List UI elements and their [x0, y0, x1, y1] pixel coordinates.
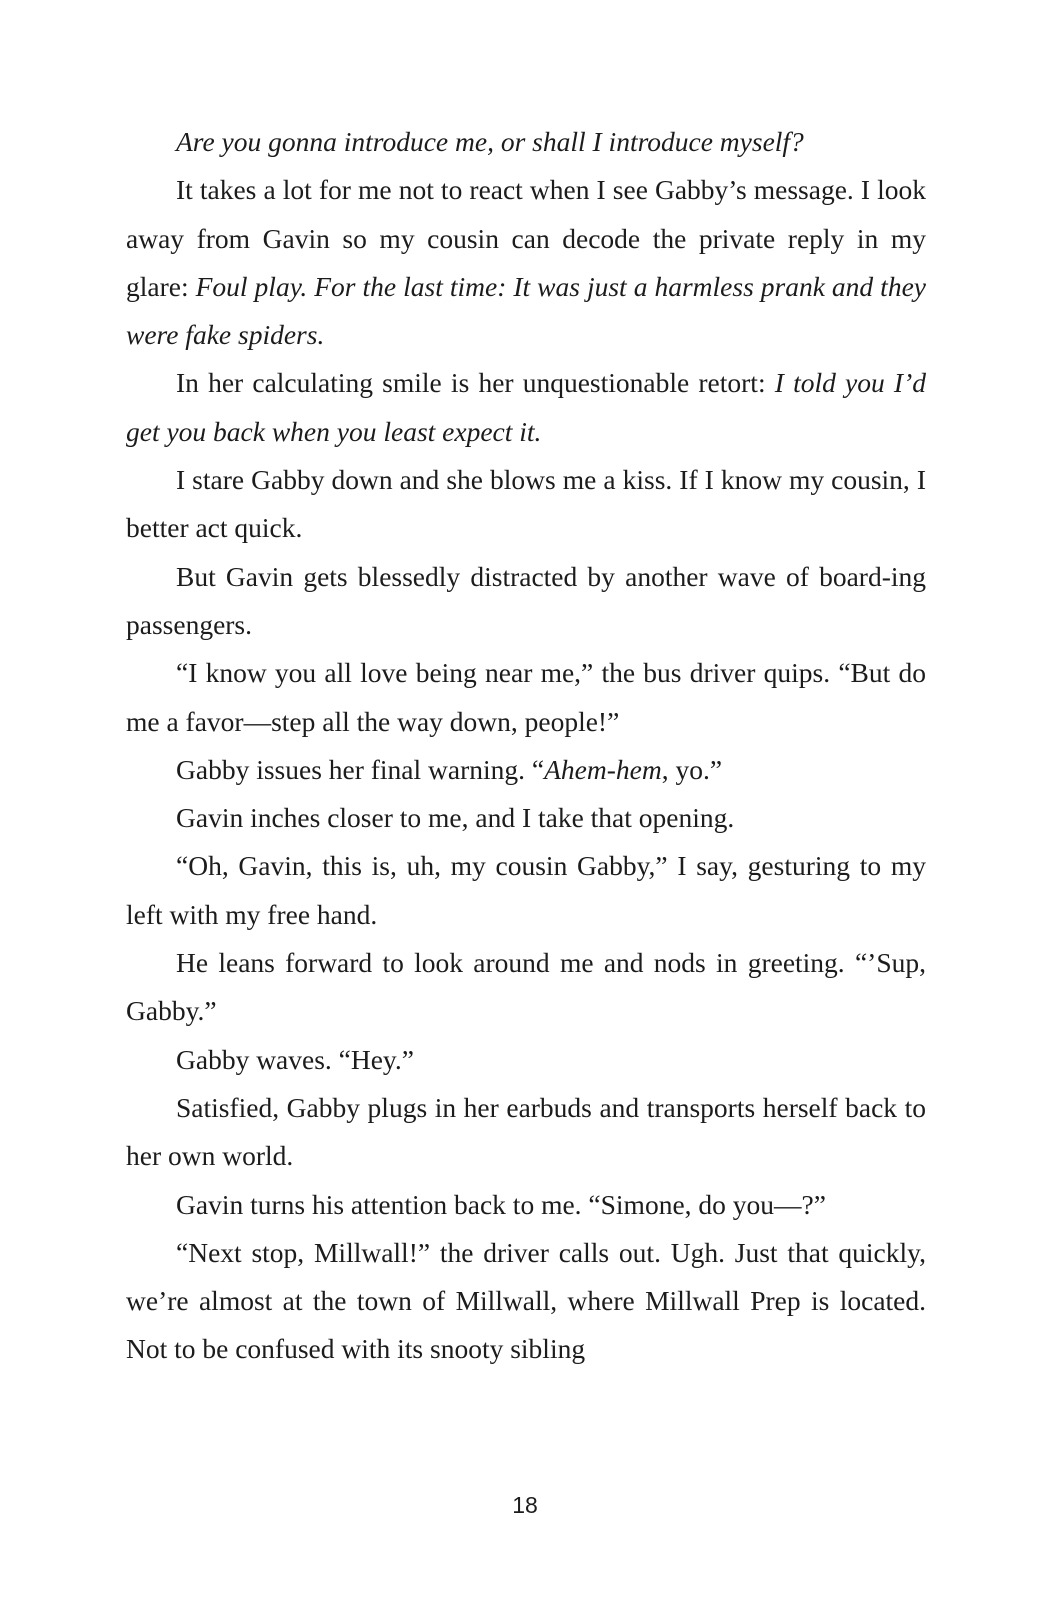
text-run: “I know you all love being near me,” the bus driver quips. “But do me a favor—step all the way down, people!”	[126, 657, 926, 737]
text-run: In her calculating smile is her unquestionable retort:	[176, 367, 775, 399]
paragraph	[126, 359, 926, 456]
paragraph	[126, 166, 926, 359]
body-text	[126, 118, 926, 1374]
text-run: He leans forward to look around me and nods in greeting. “’Sup, Gabby.”	[126, 947, 926, 1027]
text-run: Gabby waves. “Hey.”	[176, 1043, 414, 1075]
paragraph	[126, 746, 926, 794]
text-run: Gabby issues her final warning. “	[176, 753, 545, 785]
paragraph	[126, 842, 926, 939]
paragraph	[126, 1229, 926, 1374]
paragraph	[126, 553, 926, 650]
text-run: , yo.”	[661, 753, 723, 785]
paragraph	[126, 456, 926, 553]
text-run: Gavin inches closer to me, and I take that opening.	[176, 802, 735, 834]
text-run: It takes a lot for me not to react when I see Gabby’s message. I look away from Gavin so my cousin can decode the private reply in my glare:	[126, 174, 926, 302]
text-run: Gavin turns his attention back to me. “Simone, do you—?”	[176, 1188, 826, 1220]
text-run: Satisfied, Gabby plugs in her earbuds and transports herself back to her own world.	[126, 1091, 926, 1172]
italic-text: Foul play. For the last time: It was just a harmless prank and they were fake spiders.	[126, 270, 926, 351]
paragraph	[126, 1181, 926, 1229]
italic-text: I told you I’d get you back when you least expect it.	[126, 367, 926, 447]
text-run: “Next stop, Millwall!” the driver calls out. Ugh. Just that quickly, we’re almost at the town of Millwall, where Millwall Prep is located. Not to be confused with its snooty sibling	[126, 1236, 926, 1365]
paragraph	[126, 1036, 926, 1084]
page-number: 18	[512, 1492, 538, 1518]
italic-text: Are you gonna introduce me, or shall I introduce myself?	[176, 126, 804, 157]
text-run: “Oh, Gavin, this is, uh, my cousin Gabby,” I say, gesturing to my left with my free hand.	[126, 850, 926, 930]
paragraph	[126, 1084, 926, 1181]
paragraph	[126, 118, 926, 166]
paragraph	[126, 649, 926, 746]
paragraph	[126, 794, 926, 842]
text-run: But Gavin gets blessedly distracted by another wave of board-ing passengers.	[126, 560, 926, 640]
paragraph	[126, 939, 926, 1036]
text-run: I stare Gabby down and she blows me a kiss. If I know my cousin, I better act quick.	[126, 464, 926, 544]
italic-text: Ahem-hem	[544, 753, 662, 785]
